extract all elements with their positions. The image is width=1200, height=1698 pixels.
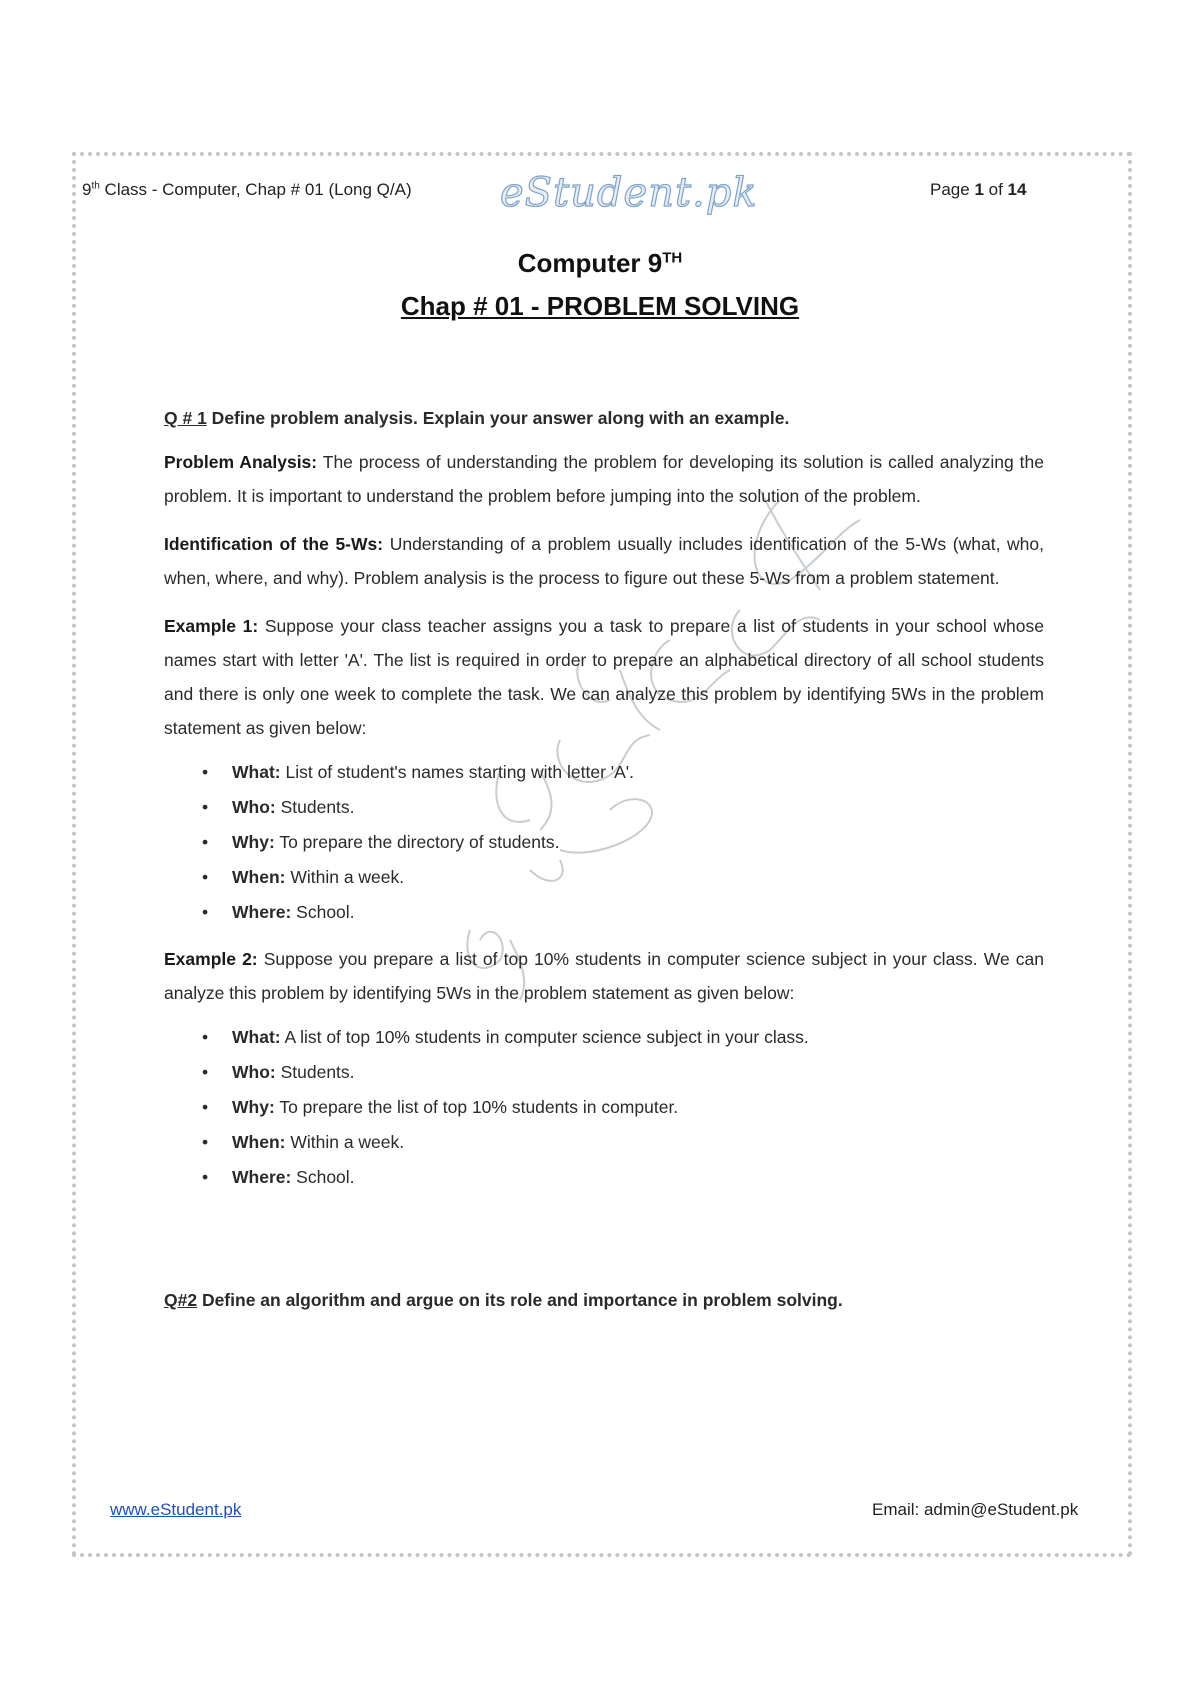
list-item-text: A list of top 10% students in computer science subject in your class. [280, 1027, 809, 1047]
example-1-label: Example 1: [164, 616, 259, 636]
list-item [164, 755, 1044, 790]
problem-analysis-text: The process of understanding the problem for developing its solution is called analyzing the problem. It is important to understand the problem before jumping into the solution of the problem. [164, 452, 1044, 506]
list-item-text: Within a week. [285, 1132, 405, 1152]
list-item [164, 1090, 1044, 1125]
chapter-title: Chap # 01 - PROBLEM SOLVING [400, 291, 800, 321]
list-item-label: Who: [232, 797, 276, 817]
header-grade-suffix: th [91, 180, 100, 192]
list-item-label: When: [232, 867, 286, 887]
list-item [164, 1125, 1044, 1160]
list-item-label: Why: [232, 832, 275, 852]
list-item [164, 1020, 1044, 1055]
list-item-label: Where: [232, 1167, 292, 1187]
page-number-of: of [983, 180, 1008, 199]
question-2 [164, 1287, 1044, 1313]
example-2-list [164, 1020, 1044, 1195]
list-item [164, 860, 1044, 895]
five-ws-text: Understanding of a problem usually includes identification of the 5-Ws (what, who, when, where, and why). Problem analysis is the process to figure out these 5-Ws from a problem statement. [164, 534, 1044, 588]
page-number-current: 1 [974, 180, 984, 199]
spacer [164, 513, 1044, 527]
bullet: • [202, 797, 209, 817]
bullet: • [202, 902, 209, 922]
list-item-text: Students. [275, 797, 355, 817]
page-number-prefix: Page [930, 180, 975, 199]
list-item [164, 1055, 1044, 1090]
list-item [164, 1160, 1044, 1195]
list-item [164, 895, 1044, 930]
list-item-text: School. [291, 1167, 355, 1187]
problem-analysis-paragraph [164, 445, 1044, 513]
question-2-text: Define an algorithm and argue on its role and importance in problem solving. [197, 1290, 843, 1310]
question-1-text: Define problem analysis. Explain your answer along with an example. [206, 408, 790, 428]
example-1-text: Suppose your class teacher assigns you a task to prepare a list of students in your school whose names start with letter 'A'. The list is required in order to prepare an alphabetical directory of all school students and there is only one week to complete the task. We can analyze this problem by identifying 5Ws in the problem statement as given below: [164, 616, 1045, 738]
spacer [164, 595, 1044, 609]
list-item-label: What: [232, 762, 281, 782]
bullet: • [202, 1062, 209, 1082]
example-1-paragraph [164, 609, 1044, 745]
problem-analysis-label: Problem Analysis: [164, 452, 318, 472]
example-2-paragraph [164, 942, 1044, 1010]
spacer [164, 1207, 1044, 1287]
website-link[interactable]: www.eStudent.pk [110, 1500, 242, 1519]
bullet: • [202, 832, 209, 852]
example-2-label: Example 2: [164, 949, 258, 969]
list-item-label: Why: [232, 1097, 275, 1117]
page-number-total: 14 [1007, 180, 1027, 199]
list-item-text: List of student's names starting with letter 'A'. [280, 762, 634, 782]
bullet: • [202, 867, 209, 887]
question-1 [164, 405, 1044, 431]
example-1-list [164, 755, 1044, 930]
list-item [164, 790, 1044, 825]
list-item-text: Students. [275, 1062, 355, 1082]
five-ws-paragraph [164, 527, 1044, 595]
list-item-label: Where: [232, 902, 292, 922]
page-title [0, 248, 1200, 279]
list-item-label: What: [232, 1027, 281, 1047]
header-course-text: Class - Computer, Chap # 01 (Long Q/A) [99, 180, 412, 199]
footer-email: Email: admin@eStudent.pk [872, 1500, 1079, 1519]
bullet: • [202, 1167, 209, 1187]
example-2-text: Suppose you prepare a list of top 10% students in computer science subject in your class. We can analyze this problem by identifying 5Ws in the problem statement as given below: [164, 949, 1044, 1003]
site-logo: eStudent.pk [500, 170, 758, 216]
question-2-number: Q#2 [164, 1290, 198, 1310]
document-body [164, 405, 1044, 1313]
bullet: • [202, 1132, 209, 1152]
question-1-number: Q # 1 [164, 408, 207, 428]
list-item [164, 825, 1044, 860]
page-number [930, 180, 1026, 200]
bullet: • [202, 1097, 209, 1117]
five-ws-label: Identification of the 5-Ws: [164, 534, 384, 554]
list-item-text: To prepare the directory of students. [274, 832, 560, 852]
list-item-text: School. [291, 902, 355, 922]
bullet: • [202, 762, 209, 782]
spacer [164, 431, 1044, 445]
list-item-label: When: [232, 1132, 286, 1152]
title-suffix: TH [662, 249, 683, 267]
header-grade: 9 [82, 180, 92, 199]
header-course-info [82, 180, 412, 200]
title-text: Computer 9 [517, 248, 663, 278]
list-item-text: To prepare the list of top 10% students in computer. [274, 1097, 679, 1117]
list-item-label: Who: [232, 1062, 276, 1082]
bullet: • [202, 1027, 209, 1047]
list-item-text: Within a week. [285, 867, 405, 887]
